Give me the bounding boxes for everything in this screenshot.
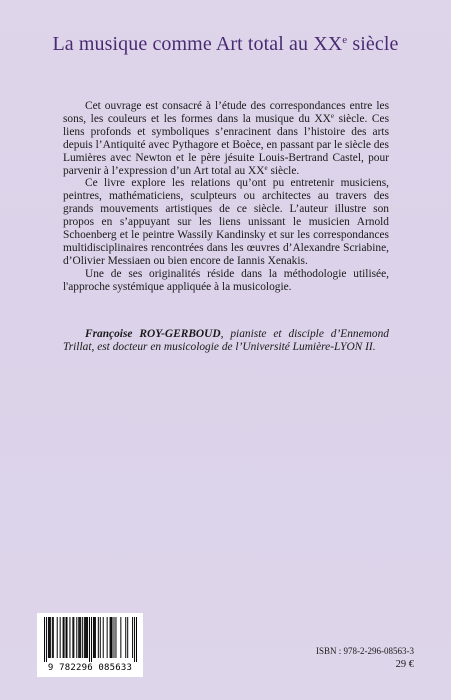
barcode-bar	[134, 617, 135, 662]
author-bio	[63, 328, 389, 354]
barcode-bar	[53, 617, 54, 658]
barcode-bar	[111, 617, 112, 658]
barcode-bar	[46, 617, 47, 662]
barcode-bar	[52, 617, 53, 658]
barcode-bar	[91, 617, 92, 662]
barcode-bar	[125, 617, 126, 658]
barcode-bar	[93, 617, 94, 658]
barcode-bars	[44, 617, 137, 662]
barcode-bar	[69, 617, 70, 658]
barcode-bar	[100, 617, 101, 658]
barcode-bar	[66, 617, 67, 658]
barcode-bar	[85, 617, 86, 658]
barcode-bar	[112, 617, 113, 658]
barcode-bar	[44, 617, 45, 662]
barcode-bar	[114, 617, 115, 658]
barcode-bar	[127, 617, 128, 658]
book-title: La musique comme Art total au XXe siècle	[52, 33, 399, 55]
barcode-bar	[48, 617, 49, 658]
barcode-bar	[63, 617, 64, 658]
isbn-number: ISBN : 978-2-296-08563-3	[316, 646, 414, 656]
barcode-bar	[120, 617, 121, 658]
barcode-bar	[132, 617, 133, 658]
summary-paragraph-3: Une de ses originalités réside dans la méthodologie utilisée, l'approche systémique appliquée à la musicologie.	[63, 267, 389, 293]
barcode-bar	[136, 617, 137, 662]
barcode-bar	[95, 617, 96, 658]
barcode-bar	[107, 617, 108, 658]
barcode-bar	[72, 617, 73, 658]
barcode-bar	[89, 617, 90, 662]
barcode-bar	[64, 617, 65, 658]
barcode-bar	[110, 617, 111, 658]
barcode	[37, 613, 143, 677]
barcode-bar	[82, 617, 83, 658]
barcode-bar	[49, 617, 50, 658]
barcode-bar	[76, 617, 77, 658]
barcode-bar	[57, 617, 58, 658]
author-description: , pianiste et disciple d’Ennemond Trillat, est docteur en musicologie de l’Université Lumière-LYON II.	[63, 328, 389, 353]
barcode-bar	[67, 617, 68, 658]
summary-text	[63, 100, 389, 294]
barcode-bar	[87, 617, 88, 658]
author-name: Françoise ROY-GERBOUD	[85, 328, 221, 340]
barcode-bar	[50, 617, 51, 658]
barcode-bar	[103, 617, 104, 658]
barcode-bar	[78, 617, 79, 658]
barcode-bar	[98, 617, 99, 658]
barcode-bar	[94, 617, 95, 658]
barcode-bar	[60, 617, 61, 658]
barcode-digits: 9 782296 085633	[47, 663, 133, 673]
price: 29 €	[395, 659, 414, 670]
barcode-bar	[115, 617, 116, 658]
summary-paragraph-1: Cet ouvrage est consacré à l’étude des correspondances entre les sons, les couleurs et les formes dans la musique du XXe siècle. Ces liens profonds et symboliques s’enracinent dans l’histoire des arts depuis l’Antiquité avec Pythagore et Boèce, en passant par le siècle des Lumières avec Newton et le père jésuite Louis-Bertrand Castel, pour parvenir à l’expression d’un Art total au XXe siècle.	[63, 100, 389, 177]
summary-paragraph-2: Ce livre explore les relations qu’ont pu entretenir musiciens, peintres, mathématiciens, sculpteurs ou architectes au travers des grands mouvements artistiques de ce siècle. L’auteur illustre son propos en s’appuyant sur les liens unissant le musicien Arnold Schoenberg et le peintre Wassily Kandinsky et sur les correspondances multidisciplinaires rencontrées dans les œuvres d’Alexandre Scriabine, d’Olivier Messiaen ou bien encore de Iannis Xenakis.	[63, 177, 389, 267]
barcode-bar	[73, 617, 74, 658]
barcode-bar	[84, 617, 85, 658]
barcode-bar	[86, 617, 87, 658]
barcode-bar	[79, 617, 80, 658]
barcode-bar	[80, 617, 81, 658]
